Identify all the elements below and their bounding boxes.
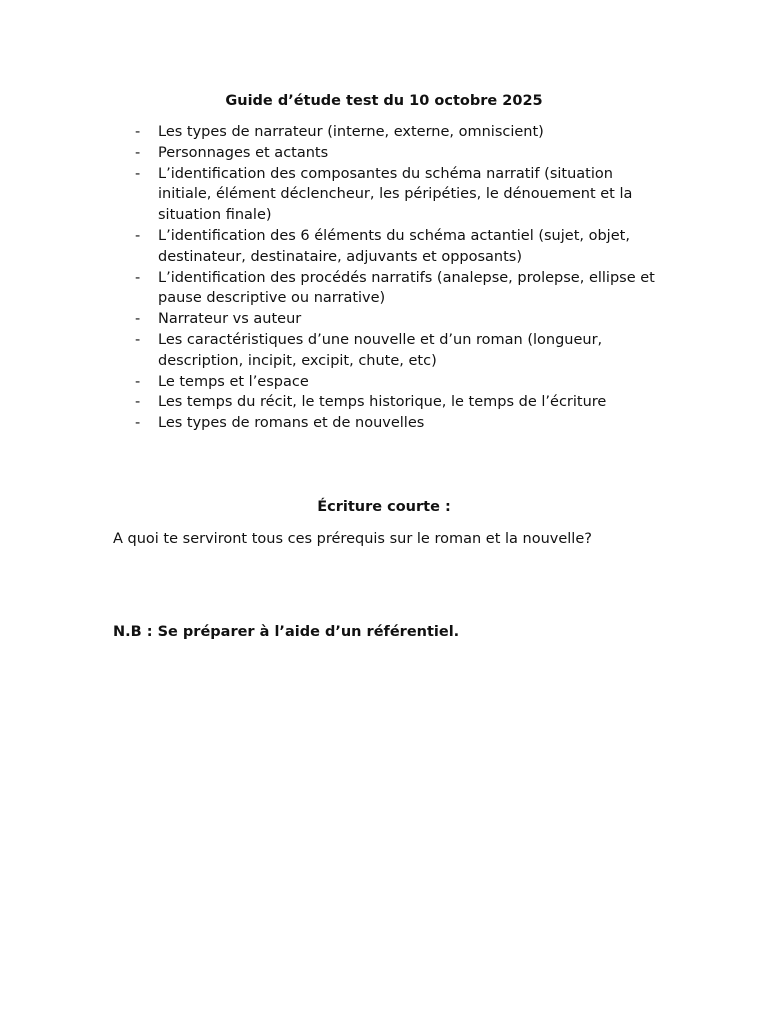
list-item [0,226,658,268]
topic-text: Les temps du récit, le temps historique, le temps de l’écriture [158,394,607,411]
topic-text: Le temps et l’espace [158,373,309,390]
topic-text: Les types de narrateur (interne, externe, omniscient) [158,124,544,140]
bullet-dash: - [135,373,141,390]
bullet-dash: - [135,144,141,161]
bullet-dash: - [135,269,141,286]
topic-text: Les caractéristiques d’une nouvelle et d’un roman (longueur, description, incipit, excipit, chute, etc) [158,331,603,369]
topic-text: Narrateur vs auteur [158,311,302,328]
list-item [0,309,658,330]
list-item [0,122,658,143]
bullet-dash: - [135,311,141,328]
document-title: Guide d’étude test du 10 octobre 2025 [225,93,543,109]
topic-text: Les types de romans et de nouvelles [158,415,425,432]
list-item [0,143,658,164]
list-item [0,330,658,372]
bullet-dash: - [135,165,141,182]
list-item [0,372,658,393]
writing-section-heading: Écriture courte : [317,499,451,515]
bullet-dash: - [135,227,141,244]
topic-text: L’identification des procédés narratifs (analepse, prolepse, ellipse et pause descriptive ou narrative) [158,269,655,307]
list-item [0,392,658,413]
bullet-dash: - [135,331,141,348]
topic-text: L’identification des composantes du schéma narratif (situation initiale, élément déclencheur, les péripéties, le dénouement et la situation finale) [158,165,633,224]
bullet-dash: - [135,394,141,411]
study-topics-list [0,122,768,434]
topic-text: L’identification des 6 éléments du schéma actantiel (sujet, objet, destinateur, destinataire, adjuvants et opposants) [158,227,630,265]
bullet-dash: - [135,415,141,432]
writing-question: A quoi te serviront tous ces prérequis sur le roman et la nouvelle? [113,531,592,547]
note-text: N.B : Se préparer à l’aide d’un référentiel. [113,624,460,640]
list-item [0,268,658,310]
list-item [0,164,658,226]
topic-text: Personnages et actants [158,144,329,161]
bullet-dash: - [135,124,141,140]
list-item [0,413,658,434]
